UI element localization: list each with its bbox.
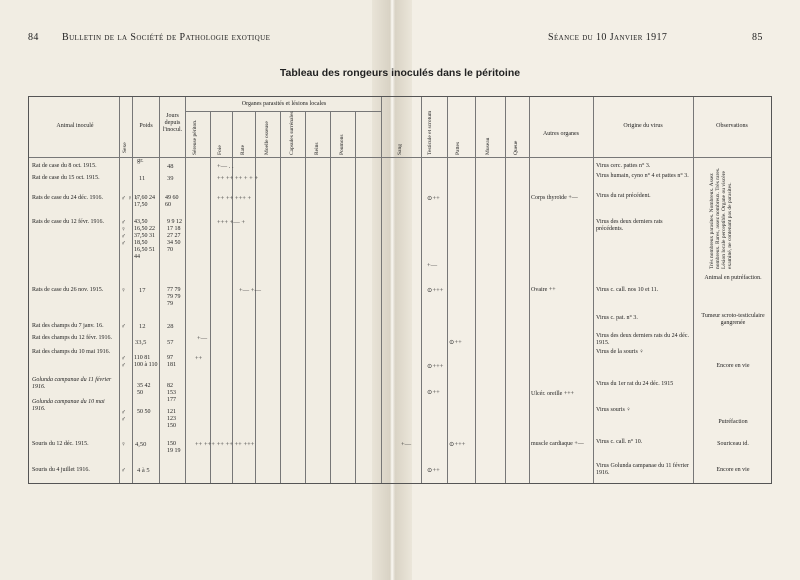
col-museau: Museau: [485, 137, 491, 155]
col-origine: Origine du virus: [623, 123, 663, 129]
col-rate: Rate: [240, 144, 246, 155]
left-running-title: Bulletin de la Société de Pathologie exotique: [62, 32, 271, 43]
col-animal: Animal inoculé: [56, 123, 94, 129]
data-table: Animal inoculé Sexe Poids Jours depuis l'inocul. Organes parasités et lésions locales Séreuse périton. Foie Rate Moelle osseuse Capsules surrénales Reins Poumons Sang Testicule et scrotum Pattes Museau Queue Autres organes Origine du virus Observations Rat de case du 8 oct. 1915. gr. 48 +— . . Virus cerc. pattes n° 3. Rat de case du 15 oct. 1915. 11 39 ++ ++ ++ + + + Virus humain, cyno n° 4 et pattes n° 3. Rats de case du 24 déc. 1916. ♂ ♀ ♀ 17,60 24 17,50 49 60 60 ++ ++ +++ + ⊙++ Corps thyroïde +— Virus du rat précédent. Rats de case du 12 févr. 1916. ♂ ♀ ♂ ♂ 43,50 16,50 22 37,50 31 18,50 16,50 51 44 9 9 12 17 18 27 27 34 50 70 +++ +— + +— Virus des deux derniers rats précédents. Rats de case du 26 nov. 1915. ♀ 17 77 79 79 79 79 +— +— ⊙+++ Ovaire ++ Virus c. call. nos 10 et 11. Rat des champs du 7 janv. 16. ♂ 12 28 Virus c. pat. n° 3. Rat des champs du 12 févr. 1916. 33,5 57 +— ⊙++ Virus des deux derniers rats du 24 déc. 1915. Rat des champs du 10 mai 1916. ♂ ♂ 110 81 100 à 110 97 181 ++ ⊙+++ Virus de la souris ♀ Golunda campanae du 11 février 1916. 35 42 50 82 153 177 ⊙++ Ulcér. oreille +++ Virus du 1er rat du 24 déc. 1915 Golunda campanae du 10 mai 1916. ♂ ♂ 50 50 121 123 150 Virus souris ♀ Souris du 12 déc. 1915. ♀ 4,50 150 19 19 ++ +++ ++ ++ ++ +++ +— ⊙+++ muscle cardiaque +— Virus c. call. n° 10. Souris du 4 juillet 1916. ♂ 4 à 5 ⊙++ Virus Golunda campanae du 11 février 1916. Très nombreux parasites. Nombreux. Assez nombreux. Rares, assez nombreux. Très rares. Lésion locale perceptible. Organe ou viscère examiné, ne contenant pas de parasites. Animal en putréfaction. Tumeur scroto-testiculaire gangrenée Encore en vie Putréfaction Souriceau id. Encore en vie: [28, 96, 772, 484]
col-poids: Poids: [139, 123, 153, 129]
col-moelle: Moelle osseuse: [264, 121, 270, 155]
col-pattes: Pattes: [455, 141, 461, 155]
table-title: Tableau des rongeurs inoculés dans le péritoine: [279, 67, 521, 79]
observation-note: Tumeur scroto-testiculaire gangrenée: [701, 313, 765, 326]
right-running-title: Séance du 10 Janvier 1917: [548, 32, 668, 43]
col-jours: Jours depuis l'inocul.: [162, 113, 183, 133]
col-capsules: Capsules surrénales: [289, 111, 295, 155]
col-poumons: Poumons: [339, 134, 345, 155]
observation-note: Encore en vie: [716, 467, 750, 473]
observation-note: Putréfaction: [718, 419, 748, 425]
left-page-number: 84: [28, 32, 39, 43]
observations-legend: Très nombreux parasites. Nombreux. Assez nombreux. Rares, assez nombreux. Très rares. Lésion locale perceptible. Organe ou viscère examiné, ne contenant pas de parasites.: [709, 167, 733, 269]
col-observations: Observations: [716, 123, 748, 129]
col-queue: Queue: [513, 140, 519, 155]
observation-note: Encore en vie: [716, 363, 750, 369]
col-foie: Foie: [217, 145, 223, 155]
col-sang: Sang: [397, 144, 403, 155]
col-testicule: Testicule et scrotum: [427, 110, 433, 155]
col-autres: Autres organes: [542, 131, 580, 137]
observation-note: Souriceau id.: [717, 441, 749, 447]
col-organes-group: Organes parasités et lésions locales: [241, 101, 327, 107]
right-page-number: 85: [752, 32, 763, 43]
col-reins: Reins: [314, 142, 320, 155]
observation-note: Animal en putréfaction.: [704, 275, 762, 281]
col-sereuse: Séreuse périton.: [192, 119, 198, 155]
col-sexe: Sexe: [122, 142, 128, 153]
